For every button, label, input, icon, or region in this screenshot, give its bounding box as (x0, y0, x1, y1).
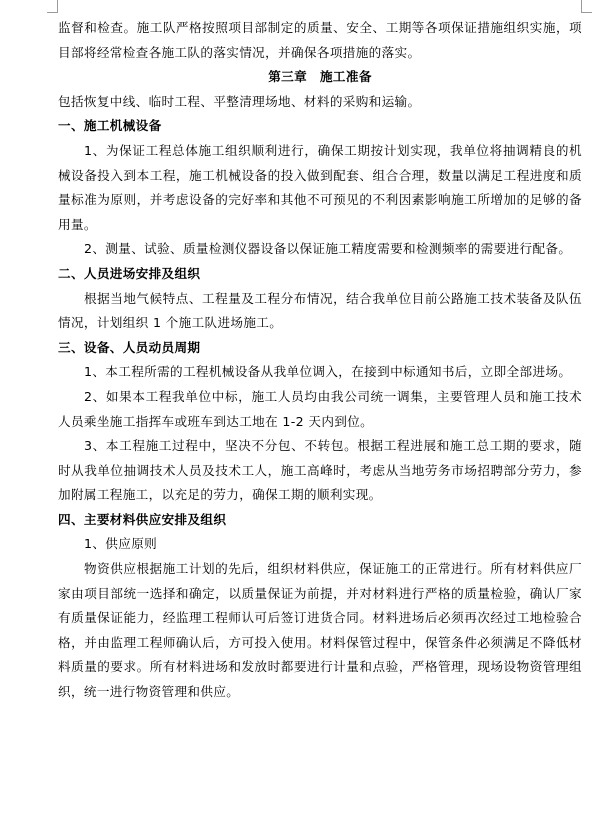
chapter-title: 第三章 施工准备 (268, 69, 372, 85)
section-heading-1: 一、施工机械设备 (58, 118, 162, 134)
section3-paragraph-2: 2、如果本工程我单位中标，施工人员均由我公司统一调集，主要管理人员和施工技术人员乘坐施工指挥车或班车到达工地在 1-2 天内到位。 (58, 388, 582, 429)
section3-paragraph-1: 1、本工程所需的工程机械设备从我单位调入，在接到中标通知书后，立即全部进场。 (84, 364, 572, 380)
document-body[interactable] (58, 16, 582, 705)
section2-paragraph-1: 根据当地气候特点、工程量及工程分布情况，结合我单位目前公路施工技术装备及队伍情况，计划组织 1 个施工队进场施工。 (58, 290, 582, 331)
section4-subheading: 1、供应原则 (84, 536, 158, 552)
section3-paragraph-3: 3、本工程施工过程中，坚决不分包、不转包。根据工程进展和施工总工期的要求，随时从我单位抽调技术人员及技术工人，施工高峰时，考虑从当地劳务市场招聘部分劳力，参加附属工程施工，以充足的劳力，确保工期的顺利实现。 (58, 438, 582, 503)
page-corner-mark-right (581, 0, 592, 13)
chapter-intro: 包括恢复中线、临时工程、平整清理场地、材料的采购和运输。 (58, 93, 421, 109)
section-heading-4: 四、主要材料供应安排及组织 (58, 511, 227, 527)
section1-paragraph-1: 1、为保证工程总体施工组织顺利进行，确保工期按计划实现，我单位将抽调精良的机械设备投入到本工程，施工机械设备的投入做到配套、组合合理，数量以满足工程进度和质量标准为原则，并考虑设备的完好率和其他不可预见的不利因素影响施工所增加的足够的备用量。 (58, 142, 582, 232)
page-corner-mark-left (47, 0, 58, 13)
section4-paragraph-1: 物资供应根据施工计划的先后，组织材料供应，保证施工的正常进行。所有材料供应厂家由项目部统一选择和确定，以质量保证为前提，并对材料进行严格的质量检验，确认厂家有质量保证能力，经监理工程师认可后签订进货合同。材料进场后必须再次经过工地检验合格，并由监理工程师确认后，方可投入使用。材料保管过程中，保管条件必须满足不降低材料质量的要求。所有材料进场和发放时都要进行计量和点验，严格管理，现场设物资管理组织，统一进行物资管理和供应。 (58, 561, 582, 700)
intro-paragraph: 监督和检查。施工队严格按照项目部制定的质量、安全、工期等各项保证措施组织实施，项目部将经常检查各施工队的落实情况，并确保各项措施的落实。 (58, 20, 582, 60)
section1-paragraph-2: 2、测量、试验、质量检测仪器设备以保证施工精度需要和检测频率的需要进行配备。 (84, 241, 572, 257)
section-heading-3: 三、设备、人员动员周期 (58, 339, 201, 355)
section-heading-2: 二、人员进场安排及组织 (58, 265, 201, 281)
